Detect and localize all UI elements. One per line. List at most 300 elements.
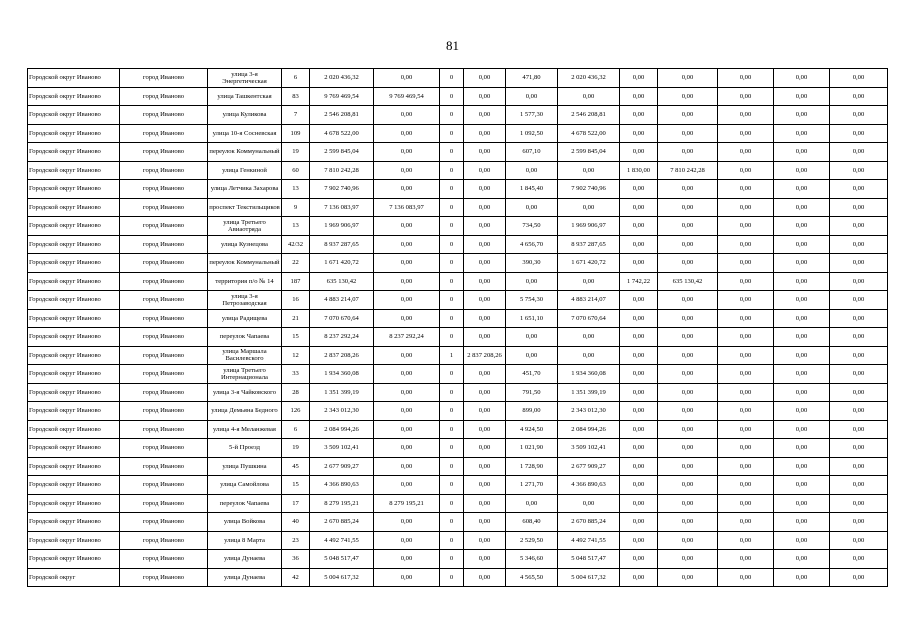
table-cell: 0,00 (620, 550, 658, 569)
table-cell: 0,00 (830, 69, 888, 88)
table-cell: 0,00 (830, 124, 888, 143)
table-cell: 0,00 (658, 106, 718, 125)
table-cell: 0,00 (718, 180, 774, 199)
table-cell: 0,00 (774, 568, 830, 587)
table-cell: 1 651,10 (506, 309, 558, 328)
table-cell: город Иваново (120, 143, 208, 162)
table-cell: 0,00 (658, 476, 718, 495)
table-cell: 1 021,90 (506, 439, 558, 458)
table-cell: 0,00 (620, 69, 658, 88)
table-cell: 0,00 (658, 383, 718, 402)
table-cell: 0,00 (774, 439, 830, 458)
table-cell: 42/32 (282, 235, 310, 254)
table-cell: 0,00 (374, 272, 440, 291)
table-cell: 0,00 (718, 124, 774, 143)
table-cell: 0,00 (620, 198, 658, 217)
table-cell: 0,00 (374, 568, 440, 587)
table-cell: улица 10-я Сосневская (208, 124, 282, 143)
table-cell: город Иваново (120, 439, 208, 458)
table-row (28, 272, 888, 291)
table-cell: 0 (440, 161, 464, 180)
table-row (28, 217, 888, 236)
table-cell: улица Самойлова (208, 476, 282, 495)
table-cell: город Иваново (120, 494, 208, 513)
table-cell: 2 084 994,26 (558, 420, 620, 439)
table-cell: 0,00 (774, 291, 830, 310)
table-cell: 0,00 (658, 420, 718, 439)
table-cell: 126 (282, 402, 310, 421)
table-cell: улица 3-я Чайковского (208, 383, 282, 402)
table-cell: 8 937 287,65 (558, 235, 620, 254)
table-cell: 28 (282, 383, 310, 402)
table-cell: город Иваново (120, 346, 208, 365)
table-cell: 5 004 617,32 (310, 568, 374, 587)
table-cell: 0,00 (658, 346, 718, 365)
table-cell: 45 (282, 457, 310, 476)
table-cell: 0,00 (774, 550, 830, 569)
table-cell: 0,00 (464, 272, 506, 291)
table-cell: 0,00 (620, 254, 658, 273)
table-cell: 0,00 (774, 254, 830, 273)
table-cell: город Иваново (120, 550, 208, 569)
table-cell: 0,00 (658, 531, 718, 550)
table-cell: 0,00 (464, 402, 506, 421)
table-cell: 0,00 (620, 124, 658, 143)
table-row (28, 198, 888, 217)
table-cell: 0,00 (774, 198, 830, 217)
table-cell: 1 845,40 (506, 180, 558, 199)
table-cell: 15 (282, 328, 310, 347)
table-cell: 0,00 (830, 161, 888, 180)
table-cell: Городской округ Иваново (28, 309, 120, 328)
table-cell: 0,00 (774, 106, 830, 125)
table-cell: улица Третьего Интернационала (208, 365, 282, 384)
table-row (28, 69, 888, 88)
table-cell: 0,00 (658, 87, 718, 106)
table-cell: 4 366 890,63 (310, 476, 374, 495)
table-cell: 0,00 (464, 309, 506, 328)
table-cell: 0,00 (464, 550, 506, 569)
table-cell: улица Кузнецова (208, 235, 282, 254)
table-cell: 0,00 (374, 254, 440, 273)
table-cell: 5 004 617,32 (558, 568, 620, 587)
table-cell: 7 810 242,28 (658, 161, 718, 180)
table-cell: 635 130,42 (310, 272, 374, 291)
table-cell: 0,00 (774, 420, 830, 439)
table-cell: 7 902 740,96 (310, 180, 374, 199)
table-cell: 0,00 (620, 365, 658, 384)
table-row (28, 365, 888, 384)
table-cell: 0 (440, 476, 464, 495)
table-row (28, 346, 888, 365)
table-cell: Городской округ Иваново (28, 272, 120, 291)
table-cell: проспект Текстильщиков (208, 198, 282, 217)
table-cell: 21 (282, 309, 310, 328)
table-cell: 0,00 (718, 291, 774, 310)
table-row (28, 383, 888, 402)
table-cell: улица Маршала Василевского (208, 346, 282, 365)
table-cell: 0 (440, 439, 464, 458)
table-cell: 0,00 (464, 124, 506, 143)
table-cell: 0,00 (506, 272, 558, 291)
table-row (28, 476, 888, 495)
table-cell: город Иваново (120, 291, 208, 310)
table-cell: 0,00 (658, 217, 718, 236)
table-cell: 0,00 (464, 513, 506, 532)
table-cell: 0,00 (558, 198, 620, 217)
table-cell: 0,00 (718, 161, 774, 180)
table-cell: 0,00 (718, 457, 774, 476)
table-cell: 0,00 (464, 69, 506, 88)
table-cell: 0,00 (830, 87, 888, 106)
table-cell: 0,00 (774, 143, 830, 162)
table-cell: 0,00 (464, 328, 506, 347)
table-cell: 0,00 (658, 309, 718, 328)
table-cell: 0,00 (620, 328, 658, 347)
table-cell: город Иваново (120, 513, 208, 532)
table-cell: Городской округ Иваново (28, 235, 120, 254)
table-cell: переулок Чапаева (208, 328, 282, 347)
table-cell: город Иваново (120, 69, 208, 88)
table-cell: Городской округ Иваново (28, 87, 120, 106)
table-cell: город Иваново (120, 476, 208, 495)
table-cell: Городской округ Иваново (28, 365, 120, 384)
table-cell: 0,00 (506, 198, 558, 217)
table-cell: 0,00 (464, 365, 506, 384)
table-cell: 42 (282, 568, 310, 587)
table-cell: Городской округ Иваново (28, 124, 120, 143)
table-row (28, 439, 888, 458)
table-cell: 0,00 (464, 420, 506, 439)
table-cell: 0,00 (464, 106, 506, 125)
table-cell: 8 237 292,24 (374, 328, 440, 347)
table-cell: Городской округ Иваново (28, 291, 120, 310)
table-cell: 0,00 (374, 550, 440, 569)
table-cell: 187 (282, 272, 310, 291)
table-cell: 0 (440, 402, 464, 421)
table-cell: город Иваново (120, 235, 208, 254)
table-row (28, 180, 888, 199)
table-cell: 9 (282, 198, 310, 217)
table-cell: улица 3-я Энергетическая (208, 69, 282, 88)
table-cell: 0,00 (830, 383, 888, 402)
table-cell: 0,00 (718, 476, 774, 495)
table-cell: 1 092,50 (506, 124, 558, 143)
table-cell: 0,00 (374, 531, 440, 550)
table-cell: 5-й Проезд (208, 439, 282, 458)
table-cell: 471,80 (506, 69, 558, 88)
table-cell: 0 (440, 309, 464, 328)
table-cell: 0,00 (718, 198, 774, 217)
table-cell: 15 (282, 476, 310, 495)
table-cell: 2 677 909,27 (310, 457, 374, 476)
table-cell: 2 343 012,30 (558, 402, 620, 421)
table-cell: 40 (282, 513, 310, 532)
table-cell: 0,00 (558, 161, 620, 180)
table-cell: город Иваново (120, 531, 208, 550)
table-cell: Городской округ Иваново (28, 180, 120, 199)
table-cell: 8 937 287,65 (310, 235, 374, 254)
table-cell: улица Пушкина (208, 457, 282, 476)
table-cell: город Иваново (120, 198, 208, 217)
table-cell: 0,00 (830, 346, 888, 365)
table-cell: Городской округ Иваново (28, 143, 120, 162)
table-cell: 390,30 (506, 254, 558, 273)
table-cell: 0,00 (774, 309, 830, 328)
table-row (28, 513, 888, 532)
table-cell: 0 (440, 143, 464, 162)
table-cell: 0,00 (718, 309, 774, 328)
table-cell: 0,00 (830, 439, 888, 458)
table-cell: 8 237 292,24 (310, 328, 374, 347)
table-cell: 0,00 (620, 235, 658, 254)
table-row (28, 494, 888, 513)
table-cell: улица Ташкентская (208, 87, 282, 106)
table-cell: улица Летчика Захарова (208, 180, 282, 199)
table-cell: 0,00 (658, 365, 718, 384)
table-cell: 0,00 (620, 180, 658, 199)
table-row (28, 328, 888, 347)
table-cell: 0,00 (374, 309, 440, 328)
table-cell: 0 (440, 568, 464, 587)
table-cell: 0 (440, 457, 464, 476)
table-cell: 0,00 (830, 291, 888, 310)
table-cell: 2 084 994,26 (310, 420, 374, 439)
table-cell: 0,00 (374, 69, 440, 88)
table-cell: 0,00 (620, 402, 658, 421)
table-cell: 0,00 (718, 106, 774, 125)
table-cell: 0,00 (374, 513, 440, 532)
table-cell: 19 (282, 439, 310, 458)
table-cell: 0,00 (718, 328, 774, 347)
table-cell: 0,00 (620, 309, 658, 328)
table-cell: 0,00 (718, 143, 774, 162)
table-cell: территория п/о № 14 (208, 272, 282, 291)
table-cell: 0,00 (718, 439, 774, 458)
table-cell: 0,00 (620, 494, 658, 513)
table-cell: 0,00 (464, 217, 506, 236)
table-cell: 4 678 522,00 (310, 124, 374, 143)
table-cell: 0 (440, 420, 464, 439)
table-cell: 0,00 (620, 346, 658, 365)
table-cell: 109 (282, 124, 310, 143)
table-cell: 0,00 (658, 439, 718, 458)
table-cell: 0 (440, 198, 464, 217)
table-row (28, 143, 888, 162)
table-cell: 0,00 (374, 180, 440, 199)
table-cell: 0,00 (620, 143, 658, 162)
table-cell: 0,00 (718, 494, 774, 513)
table-cell: город Иваново (120, 457, 208, 476)
table-cell: 0,00 (464, 457, 506, 476)
table-cell: 0,00 (830, 254, 888, 273)
table-cell: 0,00 (830, 531, 888, 550)
table-cell: 7 902 740,96 (558, 180, 620, 199)
table-cell: 12 (282, 346, 310, 365)
table-cell: 0,00 (774, 235, 830, 254)
table-cell: 607,10 (506, 143, 558, 162)
table-cell: 734,50 (506, 217, 558, 236)
table-cell: Городской округ Иваново (28, 217, 120, 236)
table-cell: 2 599 845,04 (310, 143, 374, 162)
table-cell: 0,00 (774, 513, 830, 532)
table-cell: 2 020 436,32 (558, 69, 620, 88)
table-cell: 0,00 (374, 346, 440, 365)
table-cell: 0,00 (374, 235, 440, 254)
table-row (28, 531, 888, 550)
table-cell: 0,00 (830, 550, 888, 569)
table-cell: улица Демьяна Бедного (208, 402, 282, 421)
table-cell: Городской округ Иваново (28, 531, 120, 550)
table-cell: улица Дунаева (208, 568, 282, 587)
table-cell: 22 (282, 254, 310, 273)
table-cell: 0,00 (830, 513, 888, 532)
table-cell: 899,00 (506, 402, 558, 421)
table-cell: 0,00 (620, 439, 658, 458)
table-cell: город Иваново (120, 365, 208, 384)
table-cell: 1 742,22 (620, 272, 658, 291)
table-cell: 0,00 (558, 494, 620, 513)
table-cell: 0,00 (774, 124, 830, 143)
table-cell: 0,00 (658, 198, 718, 217)
table-cell: 0,00 (464, 476, 506, 495)
table-cell: 0,00 (620, 513, 658, 532)
table-cell: 0,00 (774, 272, 830, 291)
table-cell: 0,00 (774, 69, 830, 88)
table-cell: Городской округ Иваново (28, 402, 120, 421)
table-cell: 2 343 012,30 (310, 402, 374, 421)
table-cell: 635 130,42 (658, 272, 718, 291)
table-cell: улица Дунаева (208, 550, 282, 569)
table-cell: 0,00 (830, 402, 888, 421)
table-cell: 0,00 (830, 272, 888, 291)
table-cell: 0,00 (658, 235, 718, 254)
table-cell: 2 546 208,81 (558, 106, 620, 125)
table-cell: 0,00 (830, 494, 888, 513)
table-cell: 1 351 399,19 (558, 383, 620, 402)
table-cell: город Иваново (120, 161, 208, 180)
table-cell: 0,00 (620, 531, 658, 550)
table-row (28, 402, 888, 421)
table-cell: 0,00 (718, 402, 774, 421)
table-cell: 0,00 (774, 383, 830, 402)
table-cell: 0,00 (374, 124, 440, 143)
table-cell: 0,00 (374, 439, 440, 458)
table-cell: 4 883 214,07 (558, 291, 620, 310)
table-cell: улица 3-я Петрозаводская (208, 291, 282, 310)
table-cell: 0 (440, 328, 464, 347)
table-body (28, 69, 888, 587)
table-cell: 1 671 420,72 (310, 254, 374, 273)
table-cell: 0,00 (718, 69, 774, 88)
table-cell: 451,70 (506, 365, 558, 384)
table-cell: 0,00 (374, 143, 440, 162)
table-cell: 0,00 (506, 346, 558, 365)
table-cell: 0,00 (464, 383, 506, 402)
table-cell: 13 (282, 180, 310, 199)
table-cell: улица Куликова (208, 106, 282, 125)
table-cell: 1 728,90 (506, 457, 558, 476)
table-cell: 0,00 (506, 494, 558, 513)
table-row (28, 254, 888, 273)
table-cell: 0,00 (718, 217, 774, 236)
table-cell: 0,00 (830, 365, 888, 384)
table-cell: 8 279 195,21 (310, 494, 374, 513)
table-cell: 0,00 (658, 328, 718, 347)
table-cell: 0,00 (558, 87, 620, 106)
table-cell: 9 769 469,54 (374, 87, 440, 106)
table-cell: переулок Чапаева (208, 494, 282, 513)
table-cell: город Иваново (120, 309, 208, 328)
table-cell: улица Радищева (208, 309, 282, 328)
table-cell: 2 599 845,04 (558, 143, 620, 162)
table-cell: 0,00 (658, 457, 718, 476)
table-cell: 0,00 (718, 420, 774, 439)
table-cell: 7 070 670,64 (558, 309, 620, 328)
table-cell: 0 (440, 87, 464, 106)
table-cell: 791,50 (506, 383, 558, 402)
table-cell: 5 754,30 (506, 291, 558, 310)
table-cell: 0,00 (718, 365, 774, 384)
table-cell: город Иваново (120, 87, 208, 106)
table-cell: 17 (282, 494, 310, 513)
table-cell: 0,00 (374, 106, 440, 125)
table-cell: 0,00 (658, 513, 718, 532)
table-cell: Городской округ Иваново (28, 328, 120, 347)
table-cell: город Иваново (120, 568, 208, 587)
table-cell: 6 (282, 420, 310, 439)
table-cell: 0 (440, 235, 464, 254)
table-cell: 4 883 214,07 (310, 291, 374, 310)
table-cell: 0 (440, 254, 464, 273)
table-cell: 0,00 (658, 494, 718, 513)
table-cell: 0,00 (374, 217, 440, 236)
table-cell: 0,00 (774, 217, 830, 236)
table-cell: город Иваново (120, 420, 208, 439)
table-cell: Городской округ Иваново (28, 513, 120, 532)
table-cell: 0,00 (620, 291, 658, 310)
table-cell: 0 (440, 106, 464, 125)
table-cell: 5 048 517,47 (558, 550, 620, 569)
table-cell: 0,00 (718, 383, 774, 402)
table-cell: 16 (282, 291, 310, 310)
table-cell: 7 810 242,28 (310, 161, 374, 180)
table-cell: улица Третьего Авиаотряда (208, 217, 282, 236)
table-cell: 0,00 (774, 402, 830, 421)
table-cell: 5 048 517,47 (310, 550, 374, 569)
data-table (27, 68, 888, 587)
table-cell: 0,00 (464, 254, 506, 273)
table-cell: 3 509 102,41 (558, 439, 620, 458)
table-cell: 36 (282, 550, 310, 569)
table-cell: Городской округ Иваново (28, 420, 120, 439)
table-cell: 0,00 (620, 420, 658, 439)
table-cell: 0 (440, 291, 464, 310)
table-cell: 0,00 (774, 476, 830, 495)
table-cell: переулок Коммунальный (208, 143, 282, 162)
table-cell: 0,00 (830, 106, 888, 125)
table-cell: 33 (282, 365, 310, 384)
table-cell: 0,00 (774, 328, 830, 347)
table-cell: 0,00 (374, 476, 440, 495)
table-cell: 0,00 (506, 87, 558, 106)
table-cell: 0,00 (506, 161, 558, 180)
table-cell: 0,00 (658, 568, 718, 587)
table-cell: 0,00 (374, 402, 440, 421)
table-cell: 0,00 (620, 476, 658, 495)
table-cell: 0,00 (718, 568, 774, 587)
table-cell: 0,00 (774, 531, 830, 550)
